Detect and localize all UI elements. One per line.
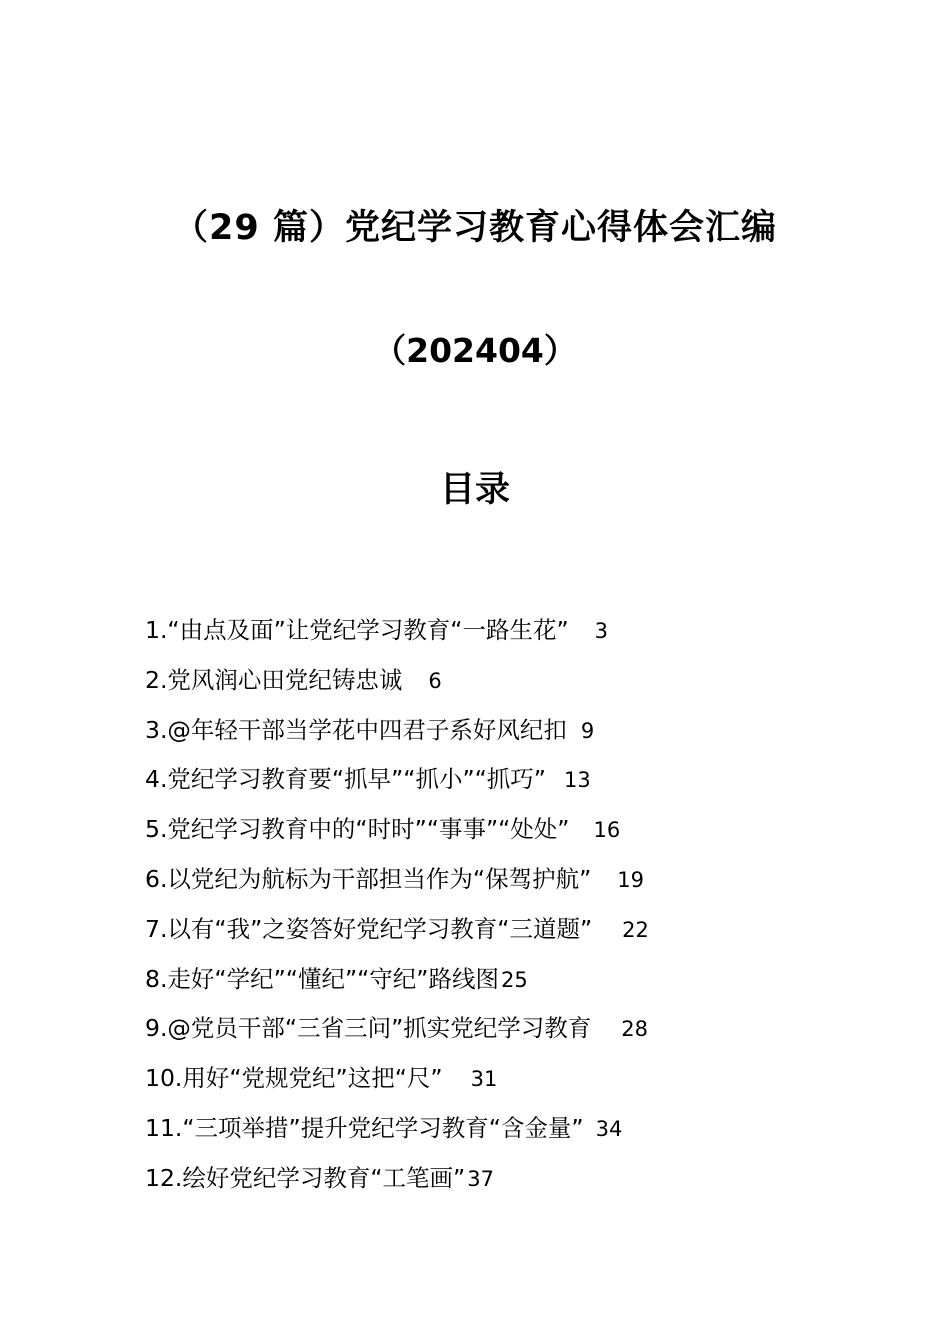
toc-item[interactable] <box>145 607 845 657</box>
toc-item-page: 22 <box>622 917 649 942</box>
toc-item-text: 1.“由点及面”让党纪学习教育“一路生花” <box>145 616 569 644</box>
toc-item-page: 3 <box>594 619 608 643</box>
toc-item-text: 9.@党员干部“三省三问”抓实党纪学习教育 <box>145 1014 592 1043</box>
document-subtitle: （202404） <box>373 331 577 370</box>
toc-item-text: 10.用好“党规党纪”这把“尺” <box>145 1064 443 1093</box>
toc-item-text: 5.党纪学习教育中的“时时”“事事”“处处” <box>145 815 570 844</box>
toc-item-page: 31 <box>470 1067 498 1092</box>
document-title: （29 篇）党纪学习教育心得体会汇编 <box>173 208 777 248</box>
toc-item-page: 19 <box>617 867 645 892</box>
toc-item[interactable] <box>145 856 845 906</box>
toc-item-page: 25 <box>500 967 528 992</box>
toc-item-text: 8.走好“学纪”“懂纪”“守纪”路线图 <box>145 964 499 993</box>
toc-item-text: 7.以有“我”之姿答好党纪学习教育“三道题” <box>145 914 593 943</box>
toc-item[interactable] <box>145 756 845 806</box>
toc-item[interactable] <box>145 1055 845 1105</box>
toc-item-page: 16 <box>593 818 621 843</box>
toc-item[interactable] <box>145 657 845 707</box>
toc-item[interactable] <box>145 1105 845 1155</box>
toc-item[interactable] <box>145 1155 845 1205</box>
table-of-contents <box>145 607 845 1205</box>
toc-item-text: 4.党纪学习教育要“抓早”“抓小”“抓巧” <box>145 765 546 794</box>
toc-item-page: 6 <box>428 668 442 693</box>
toc-item-page: 34 <box>595 1116 623 1141</box>
toc-item[interactable] <box>145 956 845 1006</box>
toc-item[interactable] <box>145 906 845 956</box>
toc-item-page: 28 <box>621 1017 649 1042</box>
toc-item-page: 13 <box>563 768 591 793</box>
toc-item-text: 12.绘好党纪学习教育“工笔画” <box>145 1163 466 1192</box>
toc-item-text: 11.“三项举措”提升党纪学习教育“含金量” <box>145 1113 584 1142</box>
toc-heading: 目录 <box>439 470 510 510</box>
toc-item-page: 37 <box>467 1166 494 1191</box>
toc-item[interactable] <box>145 1005 845 1055</box>
toc-item-page: 9 <box>580 718 595 743</box>
toc-item-text: 2.党风润心田党纪铸忠诚 <box>145 665 403 694</box>
toc-item[interactable] <box>145 707 845 757</box>
toc-item-text: 6.以党纪为航标为干部担当作为“保驾护航” <box>145 864 592 893</box>
toc-item[interactable] <box>145 806 845 856</box>
toc-item-text: 3.@年轻干部当学花中四君子系好风纪扣 <box>145 715 567 744</box>
